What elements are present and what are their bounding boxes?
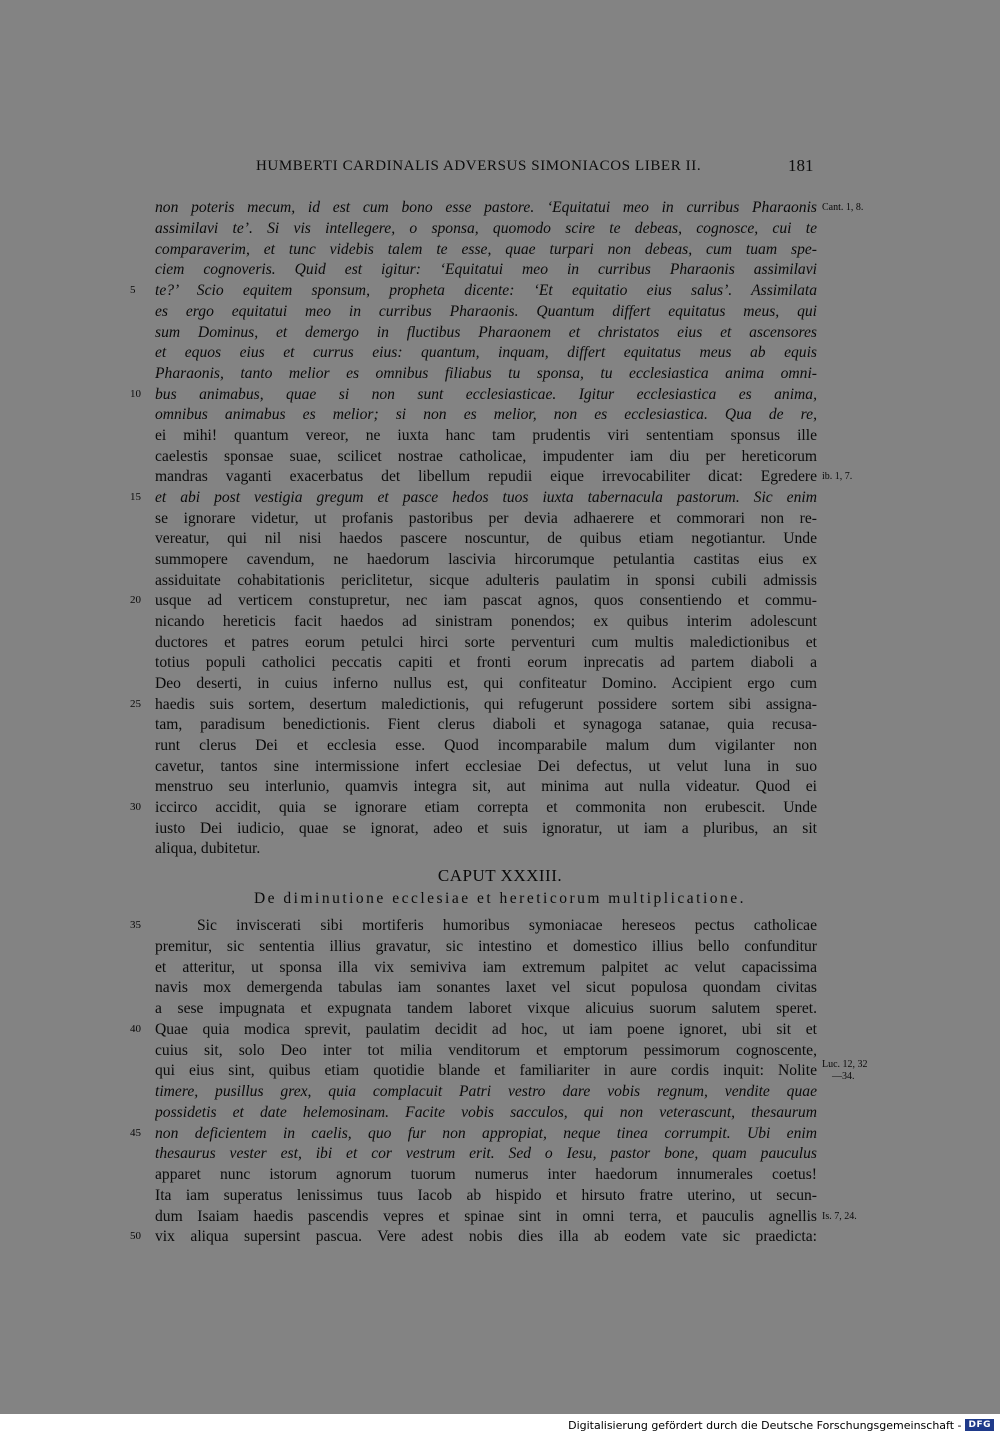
margin-reference: Is. 7, 24. <box>822 1211 857 1222</box>
text-line: haedis suis sortem, desertum maledictionis, qui refugerunt possidere sortem sibi assigna- <box>155 696 817 713</box>
text-line: summopere cavendum, ne haedorum lascivia hircorumque petulantia castitas eius ex <box>155 551 817 568</box>
text-line: se ignorare videtur, ut profanis pastoribus per devia adhaerere et commorari non re- <box>155 510 817 527</box>
text-line: dum Isaiam haedis pascendis vepres et spinae sint in omni terra, et pauculis agnellis <box>155 1208 817 1225</box>
text-line: es ergo equitatui meo in curribus Pharaonis. Quantum differt equitatus meus, qui <box>155 303 817 320</box>
text-line: caelestis sponsae suae, scilicet nostrae catholicae, impudenter iam diu per hereticorum <box>155 448 817 465</box>
text-line: navis mox demergenda tabulas iam sonantes laxet vel sicut populosa quondam civitas <box>155 979 817 996</box>
running-head: HUMBERTI CARDINALIS ADVERSUS SIMONIACOS LIBER II. <box>256 158 702 174</box>
margin-reference: —34. <box>832 1071 855 1082</box>
line-number: 10 <box>130 388 141 400</box>
text-line: premitur, sic sententia illius gravatur, sic intestino et domestico illius bello confunditur <box>155 938 817 955</box>
page-number: 181 <box>788 156 814 175</box>
chapter-subtitle: De diminutione ecclesiae et hereticorum multiplicatione. <box>253 890 747 907</box>
text-line: Sic inviscerati sibi mortiferis humoribus symoniacae hereseos pectus catholicae <box>197 917 817 934</box>
line-number: 30 <box>130 801 141 813</box>
text-line: vereatur, qui nil nisi haedos pascere noscuntur, de quibus etiam negotiantur. Unde <box>155 530 817 547</box>
text-line: usque ad verticem constupretur, nec iam pascat agnos, quos consentiendo et commu- <box>155 592 817 609</box>
dfg-logo: DFG <box>965 1419 994 1431</box>
line-number: 45 <box>130 1127 141 1139</box>
text-line: nicando hereticis facit haedos ad sinistram ponendos; ex quibus interim adolescunt <box>155 613 817 630</box>
text-line: qui eius sint, quibus etiam quotidie blande et familiariter in aure cordis inquit: Nolite <box>155 1062 817 1079</box>
text-line: sum Dominus, et demergo in fluctibus Pharaonem et christatos eius et ascensores <box>155 324 817 341</box>
text-line: runt clerus Dei et ecclesia esse. Quod incomparabile malum dum vigilanter non <box>155 737 817 754</box>
text-line: vix aliqua supersint pascua. Vere adest nobis dies illa ab eodem vate sic praedicta: <box>155 1228 817 1245</box>
text-line: timere, pusillus grex, quia complacuit Patri vestro dare vobis regnum, vendite quae <box>155 1083 817 1100</box>
text-line: ciem cognoveris. Quid est igitur: ‘Equitatui meo in curribus Pharaonis assimilavi <box>155 261 817 278</box>
text-line: non poteris mecum, id est cum bono esse pastore. ‘Equitatui meo in curribus Pharaonis <box>155 199 817 216</box>
text-line: et equos eius et currus eius: quantum, inquam, differt equitatus meus ab equis <box>155 344 817 361</box>
text-line: assiduitate cohabitationis periclitetur, sicque adulteris paulatim in sponsi cubili admissis <box>155 572 817 589</box>
margin-reference: ib. 1, 7. <box>822 471 853 482</box>
text-line: tam, paradisum benedictionis. Fient clerus diaboli et synagoga satanae, quia recusa- <box>155 716 817 733</box>
line-number: 25 <box>130 698 141 710</box>
line-number: 50 <box>130 1230 141 1242</box>
text-line: et atteritur, ut sponsa illa vix semiviva iam extremum palpitet ac velut capacissima <box>155 959 817 976</box>
text-line: iccirco accidit, quia se ignorare etiam correpta et commonita non erubescit. Unde <box>155 799 817 816</box>
text-line: iusto Dei iudicio, quae se ignorat, adeo et suis ignoratur, ut iam a pluribus, an sit <box>155 820 817 837</box>
text-line: Quae quia modica sprevit, paulatim decidit ad hoc, ut iam poene ignoret, ubi sit et <box>155 1021 817 1038</box>
text-line: aliqua, dubitetur. <box>155 840 261 857</box>
line-number: 5 <box>130 284 136 296</box>
text-line: te?’ Scio equitem sponsum, propheta dicente: ‘Et equitatio eius salus’. Assimilata <box>155 282 817 299</box>
funding-footer <box>568 1416 994 1434</box>
text-line: ductores et patres eorum petulci hirci sorte perventuri cum multis maledictionibus et <box>155 634 817 651</box>
text-line: bus animabus, quae si non sunt ecclesiasticae. Igitur ecclesiastica es anima, <box>155 386 817 403</box>
text-line: a sese impugnata et expugnata tandem laboret vixque alicuius suorum salutem speret. <box>155 1000 817 1017</box>
text-line: non deficientem in caelis, quo fur non appropiat, neque tinea corrumpit. Ubi enim <box>155 1125 817 1142</box>
text-line: menstruo seu interlunio, quamvis integra sit, aut minima aut nulla videatur. Quod ei <box>155 778 817 795</box>
line-number: 35 <box>130 919 141 931</box>
text-line: cavetur, tantos sine intermissione infert ecclesiae Dei defectus, ut velut luna in suo <box>155 758 817 775</box>
text-line: comparaverim, et tunc videbis talem te esse, quae turpari non debeas, cum tuam spe- <box>155 241 817 258</box>
margin-reference: Luc. 12, 32 <box>822 1059 868 1070</box>
text-line: assimilavi te’. Si vis intellegere, o sponsa, quomodo scire te debeas, cognosce, cui te <box>155 220 817 237</box>
text-line: Pharaonis, tanto melior es omnibus filiabus tu sponsa, tu ecclesiastica anima omni- <box>155 365 817 382</box>
line-number: 20 <box>130 594 141 606</box>
text-line: ei mihi! quantum vereor, ne iuxta hanc tam prudentis viri sententiam sponsus ille <box>155 427 817 444</box>
chapter-number: CAPUT XXXIII. <box>437 866 563 885</box>
text-line: Deo deserti, in cuius inferno nullus est, qui confiteatur Domino. Accipient ergo cum <box>155 675 817 692</box>
text-line: apparet nunc istorum agnorum tuorum numerus inter haedorum innumerales coetus! <box>155 1166 817 1183</box>
text-line: thesaurus vester est, ibi et cor vestrum erit. Sed o Iesu, pastor bone, quam pauculus <box>155 1145 817 1162</box>
text-line: Ita iam superatus lenissimus tuus Iacob ab hispido et hirsuto fratre uterino, ut secun- <box>155 1187 817 1204</box>
margin-reference: Cant. 1, 8. <box>822 202 864 213</box>
text-line: mandras vaganti exacerbatus det libellum repudii eique irrevocabiliter dicat: Egredere <box>155 468 817 485</box>
text-line: et abi post vestigia gregum et pasce hedos tuos iuxta tabernacula pastorum. Sic enim <box>155 489 817 506</box>
funding-text: Digitalisierung gefördert durch die Deutsche Forschungsgemeinschaft - <box>568 1418 962 1432</box>
text-line: omnibus animabus es melior; si non es melior, non es ecclesiastica. Qua de re, <box>155 406 817 423</box>
text-line: cuius sit, solo Deo inter tot milia venditorum et emptorum pessimorum cognoscente, <box>155 1042 817 1059</box>
text-line: possidetis et date helemosinam. Facite vobis sacculos, qui non veterascunt, thesaurum <box>155 1104 817 1121</box>
line-number: 15 <box>130 491 141 503</box>
line-number: 40 <box>130 1023 141 1035</box>
text-line: totius populi catholici peccatis capiti et fronti eorum inprecatis ad partem diaboli a <box>155 654 817 671</box>
